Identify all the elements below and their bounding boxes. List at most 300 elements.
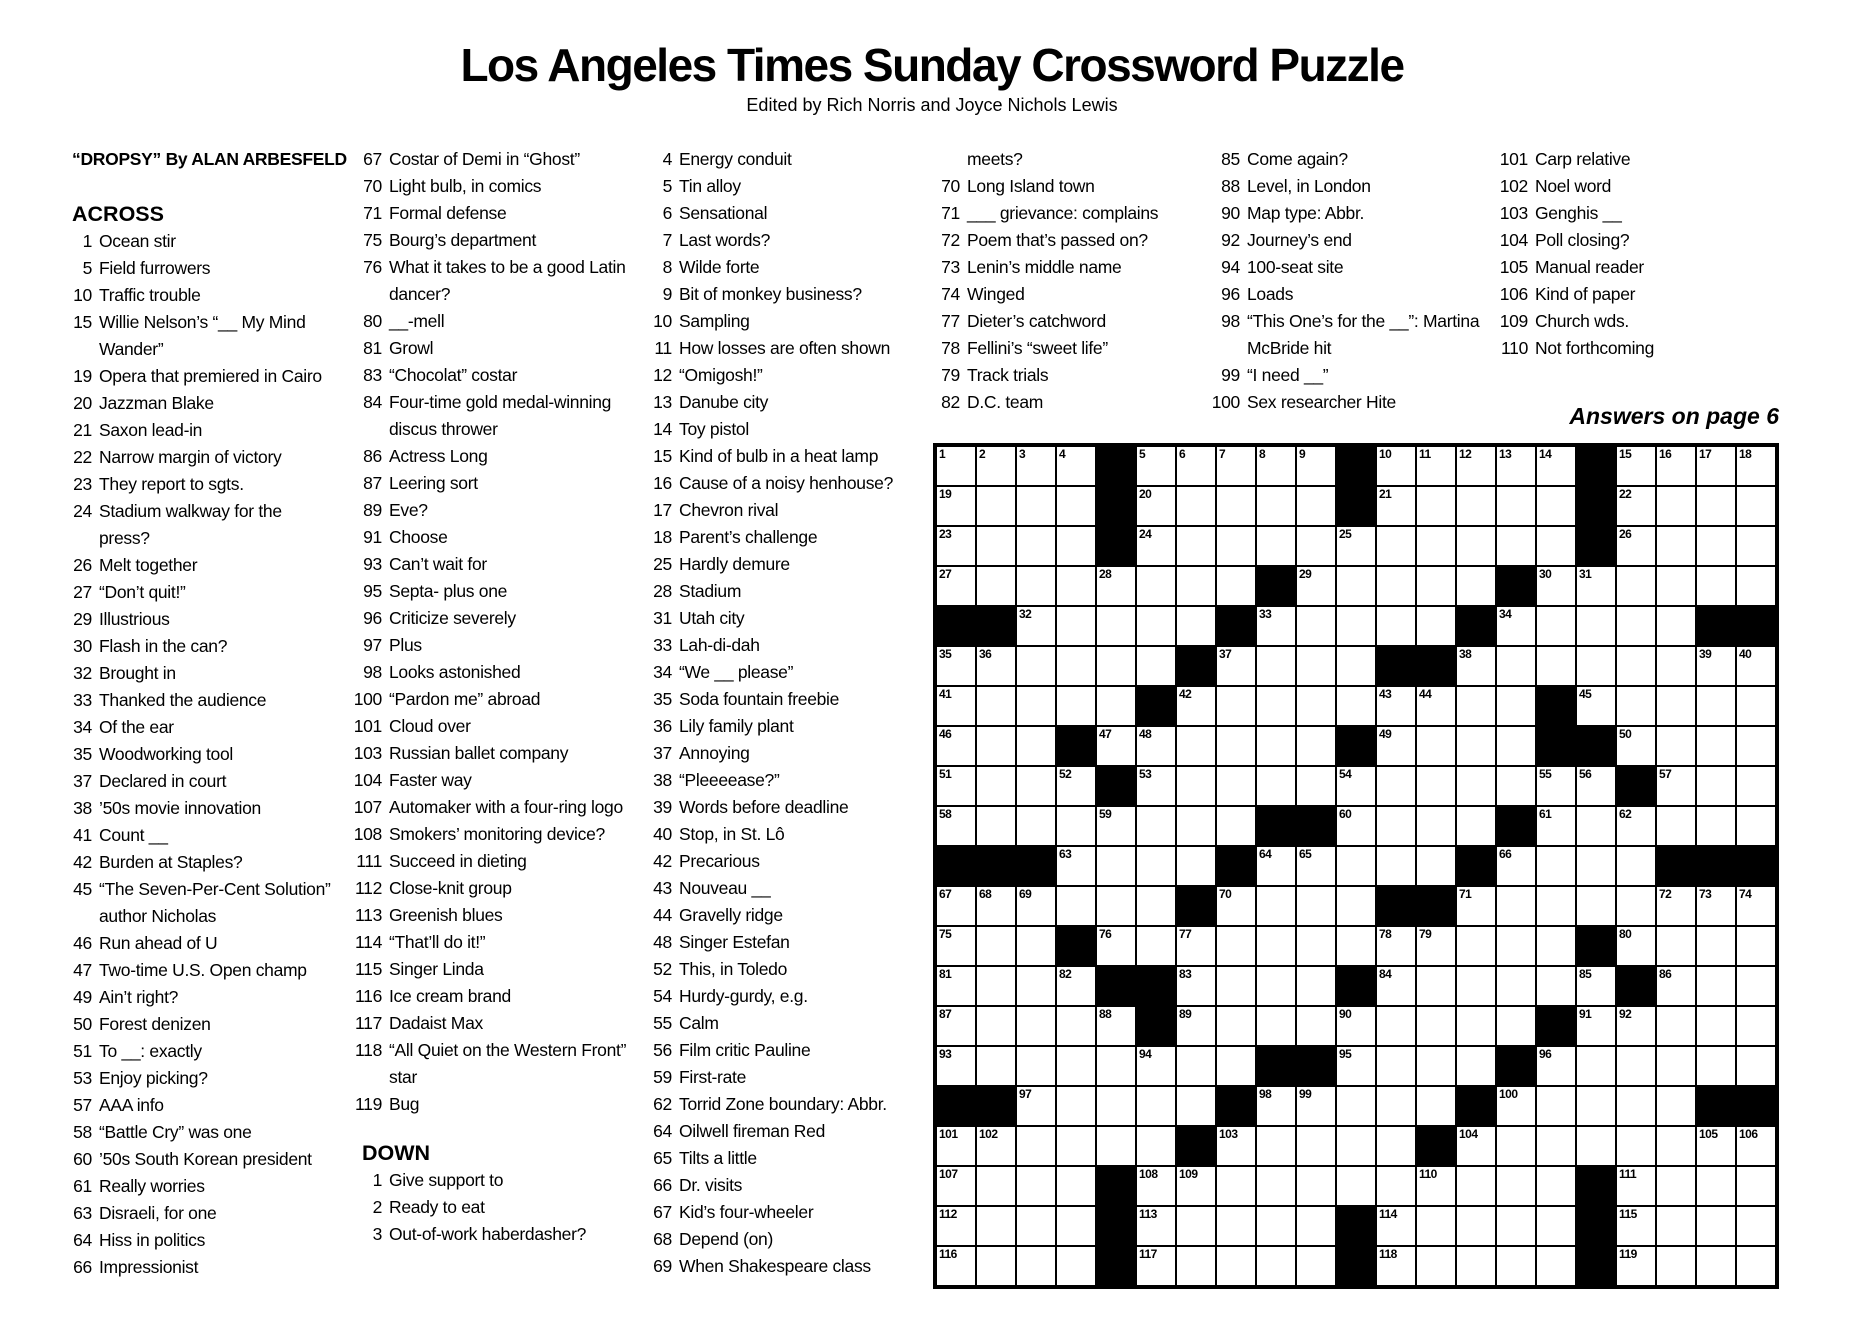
grid-cell[interactable] <box>1016 1006 1056 1046</box>
grid-cell[interactable] <box>1216 966 1256 1006</box>
grid-cell[interactable] <box>1136 766 1176 806</box>
grid-cell[interactable] <box>1416 526 1456 566</box>
grid-cell[interactable] <box>976 446 1016 486</box>
grid-cell[interactable] <box>1456 1006 1496 1046</box>
grid-cell[interactable] <box>1016 446 1056 486</box>
grid-cell[interactable] <box>1536 446 1576 486</box>
grid-cell[interactable] <box>1216 566 1256 606</box>
grid-cell[interactable] <box>1736 486 1776 526</box>
grid-cell[interactable] <box>1096 806 1136 846</box>
grid-cell[interactable] <box>1296 526 1336 566</box>
grid-cell[interactable] <box>1376 966 1416 1006</box>
grid-cell[interactable] <box>1696 886 1736 926</box>
grid-cell[interactable] <box>1656 686 1696 726</box>
grid-cell[interactable] <box>1736 1166 1776 1206</box>
grid-cell[interactable] <box>1336 1126 1376 1166</box>
grid-cell[interactable] <box>1336 926 1376 966</box>
grid-cell[interactable] <box>1736 926 1776 966</box>
grid-cell[interactable] <box>1016 1246 1056 1286</box>
grid-cell[interactable] <box>936 1126 976 1166</box>
grid-cell[interactable] <box>1336 686 1376 726</box>
grid-cell[interactable] <box>1256 1126 1296 1166</box>
grid-cell[interactable] <box>1576 646 1616 686</box>
grid-cell[interactable] <box>936 806 976 846</box>
grid-cell[interactable] <box>1696 1126 1736 1166</box>
grid-cell[interactable] <box>1296 1126 1336 1166</box>
grid-cell[interactable] <box>976 526 1016 566</box>
grid-cell[interactable] <box>1736 446 1776 486</box>
grid-cell[interactable] <box>1336 606 1376 646</box>
grid-cell[interactable] <box>1616 1046 1656 1086</box>
grid-cell[interactable] <box>1736 1246 1776 1286</box>
grid-cell[interactable] <box>1536 886 1576 926</box>
grid-cell[interactable] <box>1016 606 1056 646</box>
grid-cell[interactable] <box>976 766 1016 806</box>
grid-cell[interactable] <box>1416 486 1456 526</box>
grid-cell[interactable] <box>1416 1046 1456 1086</box>
grid-cell[interactable] <box>1296 726 1336 766</box>
grid-cell[interactable] <box>1136 486 1176 526</box>
grid-cell[interactable] <box>1656 1126 1696 1166</box>
grid-cell[interactable] <box>1376 806 1416 846</box>
grid-cell[interactable] <box>1376 926 1416 966</box>
grid-cell[interactable] <box>1176 806 1216 846</box>
grid-cell[interactable] <box>1376 726 1416 766</box>
grid-cell[interactable] <box>1016 486 1056 526</box>
grid-cell[interactable] <box>1136 446 1176 486</box>
grid-cell[interactable] <box>976 486 1016 526</box>
grid-cell[interactable] <box>936 1166 976 1206</box>
grid-cell[interactable] <box>1456 1206 1496 1246</box>
grid-cell[interactable] <box>1496 1126 1536 1166</box>
grid-cell[interactable] <box>1416 686 1456 726</box>
grid-cell[interactable] <box>1456 646 1496 686</box>
grid-cell[interactable] <box>1296 766 1336 806</box>
grid-cell[interactable] <box>1536 966 1576 1006</box>
grid-cell[interactable] <box>1616 686 1656 726</box>
grid-cell[interactable] <box>1696 766 1736 806</box>
grid-cell[interactable] <box>976 646 1016 686</box>
grid-cell[interactable] <box>936 1206 976 1246</box>
grid-cell[interactable] <box>1296 606 1336 646</box>
grid-cell[interactable] <box>1656 1006 1696 1046</box>
grid-cell[interactable] <box>1016 1046 1056 1086</box>
grid-cell[interactable] <box>1056 1246 1096 1286</box>
grid-cell[interactable] <box>976 566 1016 606</box>
grid-cell[interactable] <box>1696 1166 1736 1206</box>
grid-cell[interactable] <box>1256 846 1296 886</box>
grid-cell[interactable] <box>1056 766 1096 806</box>
grid-cell[interactable] <box>1616 1086 1656 1126</box>
grid-cell[interactable] <box>1496 686 1536 726</box>
grid-cell[interactable] <box>1176 526 1216 566</box>
grid-cell[interactable] <box>1656 766 1696 806</box>
grid-cell[interactable] <box>1016 926 1056 966</box>
grid-cell[interactable] <box>1656 1046 1696 1086</box>
grid-cell[interactable] <box>1616 566 1656 606</box>
grid-cell[interactable] <box>1296 686 1336 726</box>
grid-cell[interactable] <box>1656 926 1696 966</box>
grid-cell[interactable] <box>1456 726 1496 766</box>
grid-cell[interactable] <box>1136 566 1176 606</box>
grid-cell[interactable] <box>1176 726 1216 766</box>
grid-cell[interactable] <box>1216 1126 1256 1166</box>
grid-cell[interactable] <box>1176 1006 1216 1046</box>
grid-cell[interactable] <box>1136 1206 1176 1246</box>
grid-cell[interactable] <box>1576 806 1616 846</box>
grid-cell[interactable] <box>1416 446 1456 486</box>
grid-cell[interactable] <box>1376 766 1416 806</box>
grid-cell[interactable] <box>936 926 976 966</box>
grid-cell[interactable] <box>1296 846 1336 886</box>
grid-cell[interactable] <box>1376 846 1416 886</box>
grid-cell[interactable] <box>1616 1006 1656 1046</box>
grid-cell[interactable] <box>1536 606 1576 646</box>
grid-cell[interactable] <box>1336 1046 1376 1086</box>
grid-cell[interactable] <box>1496 446 1536 486</box>
grid-cell[interactable] <box>1056 526 1096 566</box>
grid-cell[interactable] <box>1376 1006 1416 1046</box>
grid-cell[interactable] <box>1616 606 1656 646</box>
grid-cell[interactable] <box>1696 566 1736 606</box>
grid-cell[interactable] <box>1256 686 1296 726</box>
grid-cell[interactable] <box>1656 526 1696 566</box>
grid-cell[interactable] <box>1416 1006 1456 1046</box>
grid-cell[interactable] <box>1256 1166 1296 1206</box>
grid-cell[interactable] <box>1216 446 1256 486</box>
grid-cell[interactable] <box>1176 686 1216 726</box>
grid-cell[interactable] <box>1576 686 1616 726</box>
grid-cell[interactable] <box>1376 1046 1416 1086</box>
grid-cell[interactable] <box>1176 486 1216 526</box>
grid-cell[interactable] <box>976 1166 1016 1206</box>
grid-cell[interactable] <box>1616 846 1656 886</box>
grid-cell[interactable] <box>1096 1006 1136 1046</box>
grid-cell[interactable] <box>1016 526 1056 566</box>
grid-cell[interactable] <box>1056 446 1096 486</box>
grid-cell[interactable] <box>1336 526 1376 566</box>
grid-cell[interactable] <box>1336 886 1376 926</box>
grid-cell[interactable] <box>936 526 976 566</box>
grid-cell[interactable] <box>1136 806 1176 846</box>
grid-cell[interactable] <box>1096 566 1136 606</box>
grid-cell[interactable] <box>1496 926 1536 966</box>
grid-cell[interactable] <box>936 966 976 1006</box>
grid-cell[interactable] <box>1256 1006 1296 1046</box>
grid-cell[interactable] <box>1256 726 1296 766</box>
grid-cell[interactable] <box>1576 1126 1616 1166</box>
grid-cell[interactable] <box>1616 486 1656 526</box>
grid-cell[interactable] <box>1416 1246 1456 1286</box>
grid-cell[interactable] <box>1336 566 1376 606</box>
grid-cell[interactable] <box>1376 526 1416 566</box>
grid-cell[interactable] <box>1136 1166 1176 1206</box>
grid-cell[interactable] <box>1696 726 1736 766</box>
grid-cell[interactable] <box>936 886 976 926</box>
grid-cell[interactable] <box>1096 1046 1136 1086</box>
grid-cell[interactable] <box>1416 726 1456 766</box>
grid-cell[interactable] <box>1136 526 1176 566</box>
grid-cell[interactable] <box>1696 1206 1736 1246</box>
grid-cell[interactable] <box>1176 1246 1216 1286</box>
grid-cell[interactable] <box>1256 886 1296 926</box>
grid-cell[interactable] <box>1736 646 1776 686</box>
grid-cell[interactable] <box>1296 566 1336 606</box>
grid-cell[interactable] <box>1616 926 1656 966</box>
grid-cell[interactable] <box>1056 486 1096 526</box>
grid-cell[interactable] <box>1456 806 1496 846</box>
grid-cell[interactable] <box>1216 1046 1256 1086</box>
grid-cell[interactable] <box>1696 1006 1736 1046</box>
grid-cell[interactable] <box>1176 1046 1216 1086</box>
grid-cell[interactable] <box>1336 1086 1376 1126</box>
grid-cell[interactable] <box>1576 966 1616 1006</box>
grid-cell[interactable] <box>1416 766 1456 806</box>
grid-cell[interactable] <box>1616 886 1656 926</box>
grid-cell[interactable] <box>1736 886 1776 926</box>
grid-cell[interactable] <box>1496 606 1536 646</box>
grid-cell[interactable] <box>1176 566 1216 606</box>
grid-cell[interactable] <box>1616 1166 1656 1206</box>
grid-cell[interactable] <box>1616 1206 1656 1246</box>
grid-cell[interactable] <box>1296 646 1336 686</box>
grid-cell[interactable] <box>1456 686 1496 726</box>
grid-cell[interactable] <box>1536 1166 1576 1206</box>
grid-cell[interactable] <box>1136 886 1176 926</box>
grid-cell[interactable] <box>1696 1246 1736 1286</box>
grid-cell[interactable] <box>1496 886 1536 926</box>
grid-cell[interactable] <box>1656 726 1696 766</box>
grid-cell[interactable] <box>1056 1046 1096 1086</box>
grid-cell[interactable] <box>1056 1126 1096 1166</box>
grid-cell[interactable] <box>976 926 1016 966</box>
grid-cell[interactable] <box>936 766 976 806</box>
grid-cell[interactable] <box>1736 1126 1776 1166</box>
grid-cell[interactable] <box>1656 966 1696 1006</box>
grid-cell[interactable] <box>936 1046 976 1086</box>
grid-cell[interactable] <box>1376 686 1416 726</box>
grid-cell[interactable] <box>1256 486 1296 526</box>
grid-cell[interactable] <box>1536 1126 1576 1166</box>
grid-cell[interactable] <box>1336 806 1376 846</box>
grid-cell[interactable] <box>1016 1206 1056 1246</box>
grid-cell[interactable] <box>1016 726 1056 766</box>
grid-cell[interactable] <box>1456 486 1496 526</box>
grid-cell[interactable] <box>1736 1206 1776 1246</box>
grid-cell[interactable] <box>1256 526 1296 566</box>
grid-cell[interactable] <box>1496 1246 1536 1286</box>
grid-cell[interactable] <box>1176 446 1216 486</box>
grid-cell[interactable] <box>1056 966 1096 1006</box>
grid-cell[interactable] <box>1296 966 1336 1006</box>
grid-cell[interactable] <box>1496 1206 1536 1246</box>
grid-cell[interactable] <box>1096 1126 1136 1166</box>
grid-cell[interactable] <box>1256 926 1296 966</box>
grid-cell[interactable] <box>1736 966 1776 1006</box>
grid-cell[interactable] <box>1456 526 1496 566</box>
grid-cell[interactable] <box>1336 846 1376 886</box>
grid-cell[interactable] <box>1496 1006 1536 1046</box>
grid-cell[interactable] <box>1016 1086 1056 1126</box>
grid-cell[interactable] <box>1016 806 1056 846</box>
grid-cell[interactable] <box>1656 886 1696 926</box>
grid-cell[interactable] <box>1456 926 1496 966</box>
grid-cell[interactable] <box>1096 886 1136 926</box>
grid-cell[interactable] <box>1416 806 1456 846</box>
grid-cell[interactable] <box>1216 526 1256 566</box>
grid-cell[interactable] <box>1696 966 1736 1006</box>
grid-cell[interactable] <box>1056 1086 1096 1126</box>
grid-cell[interactable] <box>1256 1086 1296 1126</box>
grid-cell[interactable] <box>1696 646 1736 686</box>
grid-cell[interactable] <box>1536 1206 1576 1246</box>
grid-cell[interactable] <box>1216 726 1256 766</box>
grid-cell[interactable] <box>1176 1086 1216 1126</box>
grid-cell[interactable] <box>1136 1246 1176 1286</box>
grid-cell[interactable] <box>1176 966 1216 1006</box>
grid-cell[interactable] <box>1176 1166 1216 1206</box>
grid-cell[interactable] <box>1536 1046 1576 1086</box>
grid-cell[interactable] <box>1736 766 1776 806</box>
grid-cell[interactable] <box>1416 566 1456 606</box>
grid-cell[interactable] <box>1216 486 1256 526</box>
grid-cell[interactable] <box>1536 766 1576 806</box>
grid-cell[interactable] <box>1576 566 1616 606</box>
grid-cell[interactable] <box>1136 1126 1176 1166</box>
grid-cell[interactable] <box>1496 526 1536 566</box>
grid-cell[interactable] <box>1256 966 1296 1006</box>
grid-cell[interactable] <box>1696 686 1736 726</box>
grid-cell[interactable] <box>1456 1246 1496 1286</box>
grid-cell[interactable] <box>1416 1166 1456 1206</box>
grid-cell[interactable] <box>1456 886 1496 926</box>
grid-cell[interactable] <box>1456 966 1496 1006</box>
grid-cell[interactable] <box>1016 1126 1056 1166</box>
grid-cell[interactable] <box>1416 966 1456 1006</box>
grid-cell[interactable] <box>1256 646 1296 686</box>
grid-cell[interactable] <box>1496 726 1536 766</box>
grid-cell[interactable] <box>1656 646 1696 686</box>
grid-cell[interactable] <box>1736 1006 1776 1046</box>
grid-cell[interactable] <box>976 726 1016 766</box>
grid-cell[interactable] <box>1456 1126 1496 1166</box>
grid-cell[interactable] <box>1536 1246 1576 1286</box>
grid-cell[interactable] <box>1056 606 1096 646</box>
grid-cell[interactable] <box>1616 726 1656 766</box>
grid-cell[interactable] <box>1336 646 1376 686</box>
grid-cell[interactable] <box>1736 726 1776 766</box>
grid-cell[interactable] <box>1496 646 1536 686</box>
grid-cell[interactable] <box>976 1006 1016 1046</box>
grid-cell[interactable] <box>1296 926 1336 966</box>
grid-cell[interactable] <box>1736 526 1776 566</box>
grid-cell[interactable] <box>1496 486 1536 526</box>
grid-cell[interactable] <box>1736 1046 1776 1086</box>
grid-cell[interactable] <box>1016 886 1056 926</box>
grid-cell[interactable] <box>1056 1006 1096 1046</box>
grid-cell[interactable] <box>1696 806 1736 846</box>
grid-cell[interactable] <box>1216 1166 1256 1206</box>
grid-cell[interactable] <box>1016 566 1056 606</box>
grid-cell[interactable] <box>1256 766 1296 806</box>
grid-cell[interactable] <box>1376 1206 1416 1246</box>
grid-cell[interactable] <box>1616 1126 1656 1166</box>
grid-cell[interactable] <box>1536 846 1576 886</box>
grid-cell[interactable] <box>1056 566 1096 606</box>
grid-cell[interactable] <box>1336 1166 1376 1206</box>
grid-cell[interactable] <box>1576 766 1616 806</box>
grid-cell[interactable] <box>1096 1086 1136 1126</box>
grid-cell[interactable] <box>1016 646 1056 686</box>
grid-cell[interactable] <box>1376 1166 1416 1206</box>
grid-cell[interactable] <box>1576 606 1616 646</box>
grid-cell[interactable] <box>1656 806 1696 846</box>
grid-cell[interactable] <box>1136 846 1176 886</box>
grid-cell[interactable] <box>1736 566 1776 606</box>
grid-cell[interactable] <box>1256 1246 1296 1286</box>
grid-cell[interactable] <box>1456 1046 1496 1086</box>
grid-cell[interactable] <box>1376 446 1416 486</box>
grid-cell[interactable] <box>1056 1206 1096 1246</box>
grid-cell[interactable] <box>1216 1206 1256 1246</box>
grid-cell[interactable] <box>1376 606 1416 646</box>
grid-cell[interactable] <box>1536 566 1576 606</box>
grid-cell[interactable] <box>936 1006 976 1046</box>
grid-cell[interactable] <box>1336 766 1376 806</box>
grid-cell[interactable] <box>1056 846 1096 886</box>
grid-cell[interactable] <box>976 1126 1016 1166</box>
grid-cell[interactable] <box>1376 1246 1416 1286</box>
grid-cell[interactable] <box>1096 686 1136 726</box>
grid-cell[interactable] <box>1616 646 1656 686</box>
grid-cell[interactable] <box>936 686 976 726</box>
grid-cell[interactable] <box>1576 1086 1616 1126</box>
grid-cell[interactable] <box>1096 646 1136 686</box>
grid-cell[interactable] <box>1416 846 1456 886</box>
grid-cell[interactable] <box>1656 606 1696 646</box>
grid-cell[interactable] <box>1016 766 1056 806</box>
grid-cell[interactable] <box>1296 1006 1336 1046</box>
grid-cell[interactable] <box>1176 606 1216 646</box>
grid-cell[interactable] <box>1736 686 1776 726</box>
grid-cell[interactable] <box>1416 1206 1456 1246</box>
grid-cell[interactable] <box>1576 1006 1616 1046</box>
grid-cell[interactable] <box>1296 1246 1336 1286</box>
grid-cell[interactable] <box>1096 606 1136 646</box>
grid-cell[interactable] <box>1216 886 1256 926</box>
grid-cell[interactable] <box>1176 926 1216 966</box>
grid-cell[interactable] <box>1256 446 1296 486</box>
grid-cell[interactable] <box>936 646 976 686</box>
grid-cell[interactable] <box>1376 566 1416 606</box>
grid-cell[interactable] <box>1176 846 1216 886</box>
grid-cell[interactable] <box>1616 526 1656 566</box>
grid-cell[interactable] <box>1696 446 1736 486</box>
grid-cell[interactable] <box>1136 926 1176 966</box>
grid-cell[interactable] <box>1056 886 1096 926</box>
grid-cell[interactable] <box>1016 686 1056 726</box>
grid-cell[interactable] <box>1296 886 1336 926</box>
grid-cell[interactable] <box>1496 966 1536 1006</box>
grid-cell[interactable] <box>1656 566 1696 606</box>
grid-cell[interactable] <box>1296 486 1336 526</box>
grid-cell[interactable] <box>1216 1006 1256 1046</box>
grid-cell[interactable] <box>1136 646 1176 686</box>
grid-cell[interactable] <box>1016 966 1056 1006</box>
grid-cell[interactable] <box>1536 486 1576 526</box>
grid-cell[interactable] <box>1216 806 1256 846</box>
grid-cell[interactable] <box>1216 1246 1256 1286</box>
